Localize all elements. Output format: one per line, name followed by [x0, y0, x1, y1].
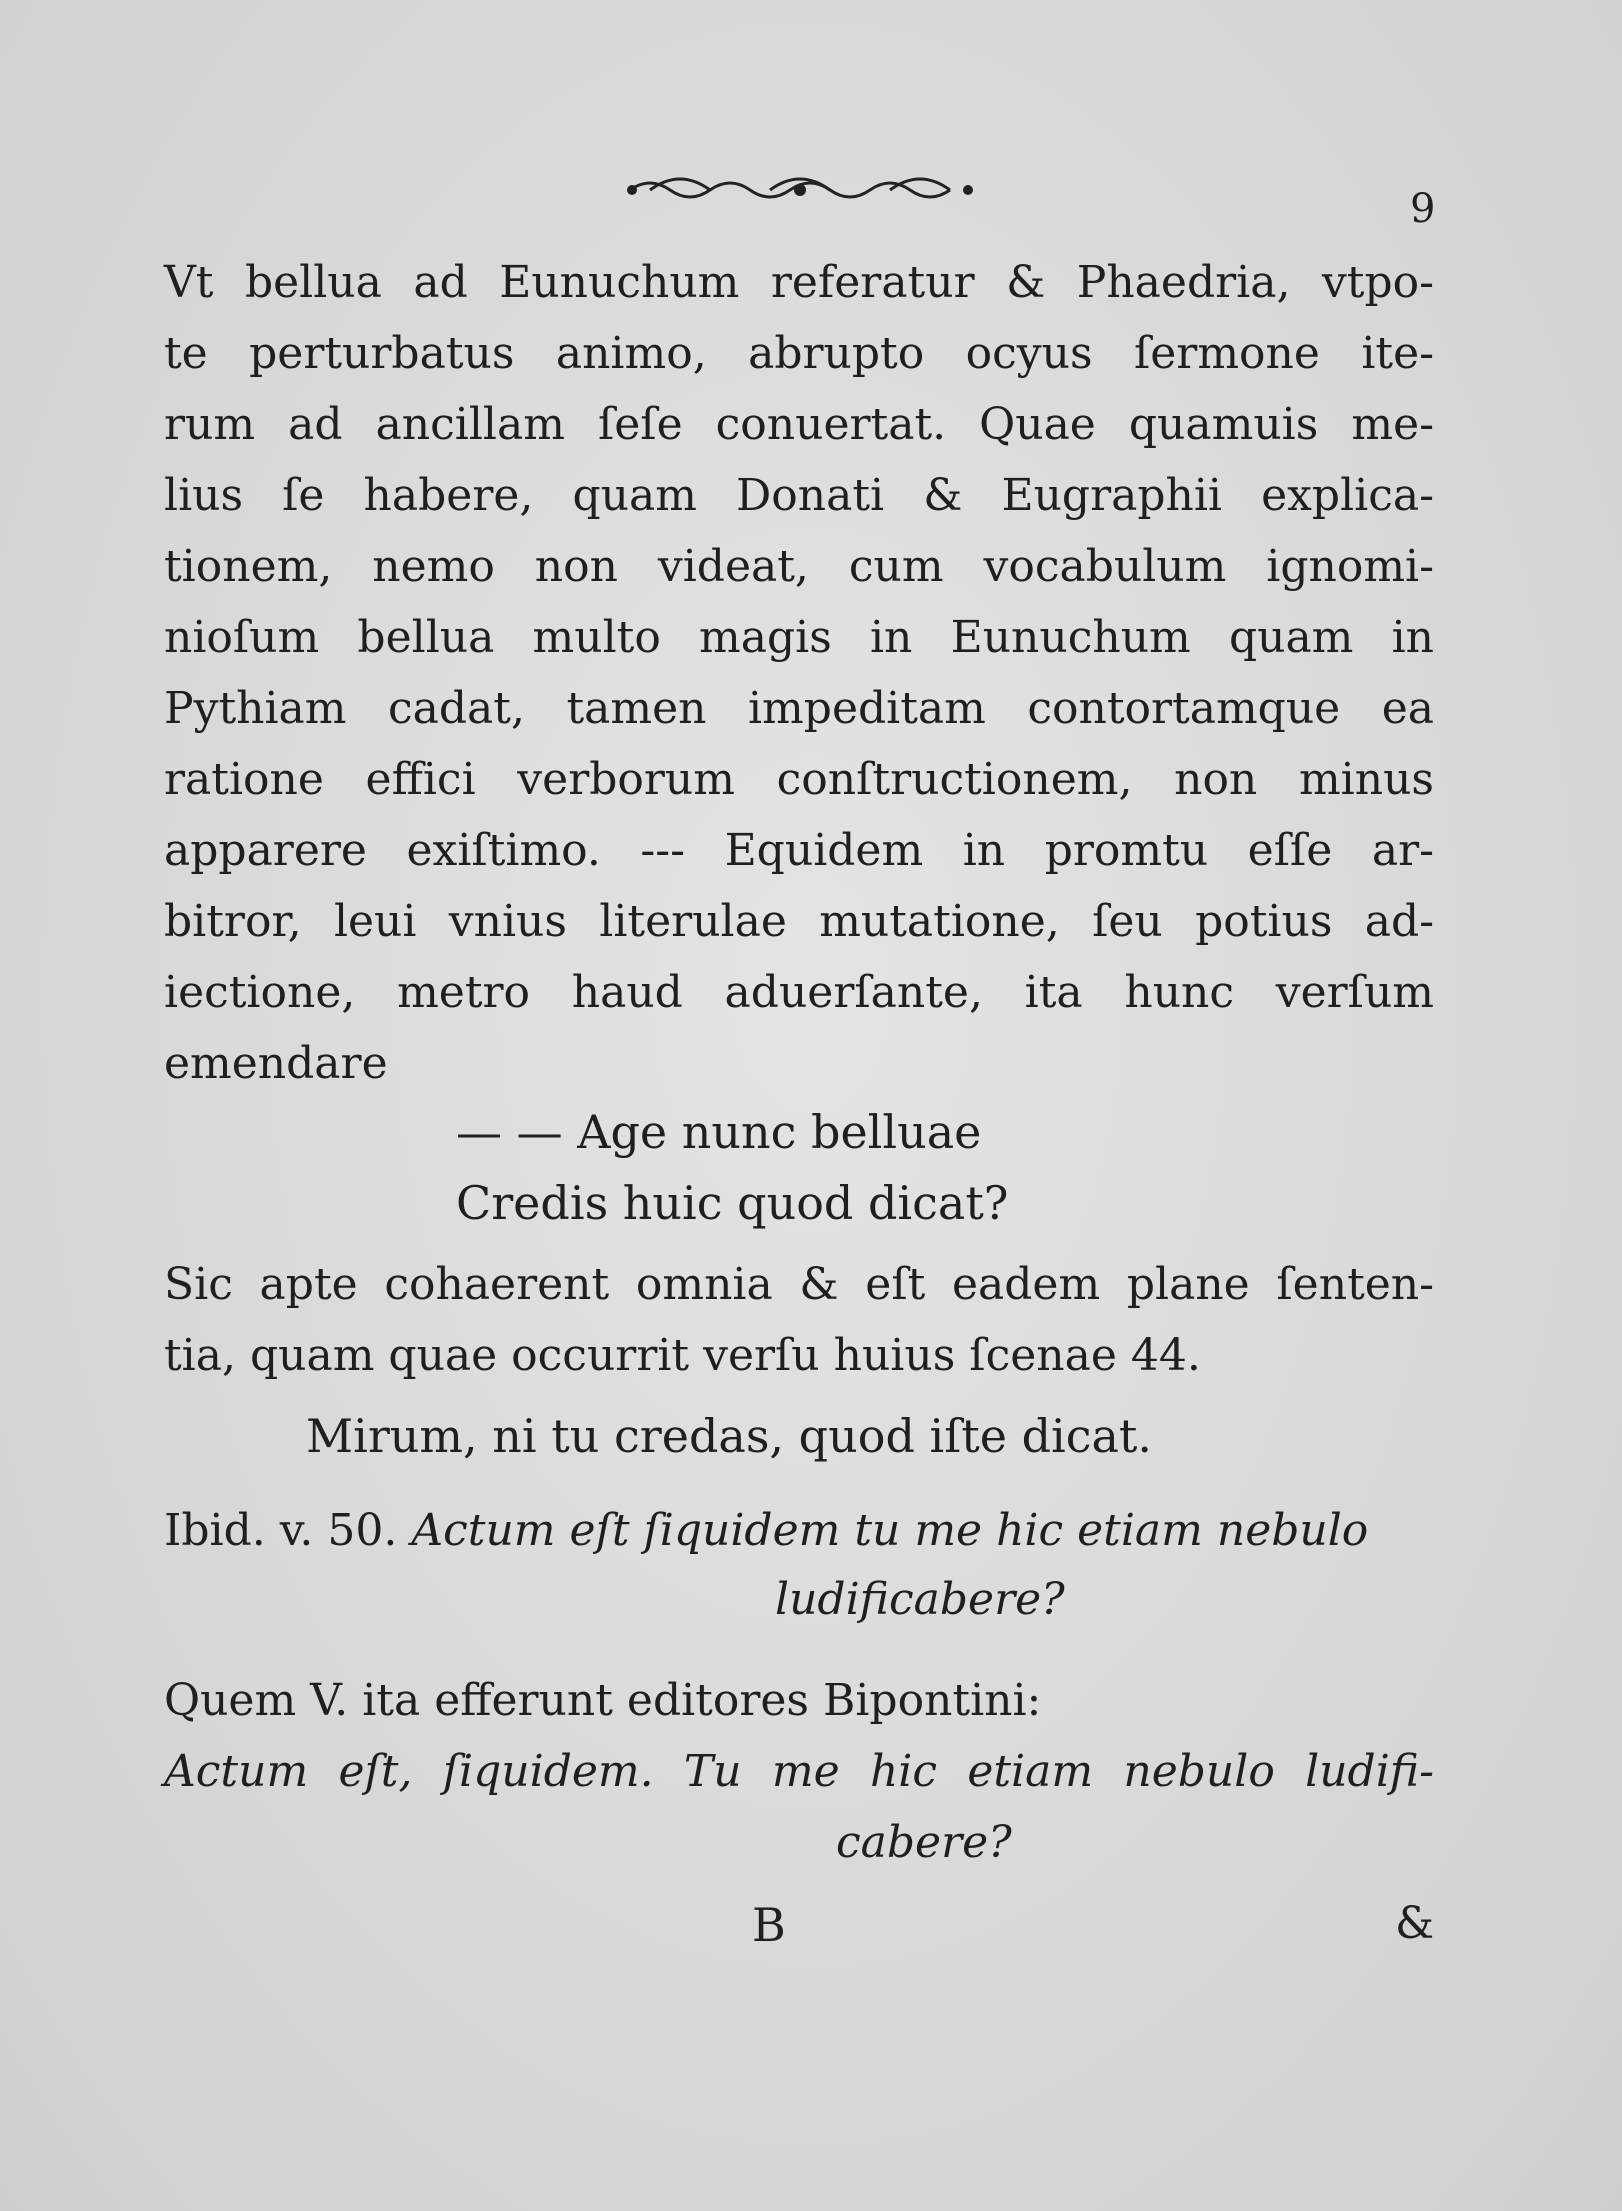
ibid-quote: Actum eſt ſiquidem tu me hic etiam nebulo: [411, 1505, 1369, 1556]
ornament-flourish-icon: [620, 170, 980, 210]
text-line: iectione, metro haud aduerſante, ita hunc verſum: [164, 967, 1434, 1018]
catchword: &: [1395, 1898, 1435, 1949]
text-line: tia, quam quae occurrit verſu huius ſcenae 44.: [164, 1330, 1201, 1381]
verse-line: Mirum, ni tu credas, quod iſte dicat.: [306, 1409, 1153, 1463]
text-line: bitror, leui vnius literulae mutatione, ſeu potius ad-: [164, 896, 1434, 947]
text-line: Sic apte cohaerent omnia & eſt eadem plane ſenten-: [164, 1259, 1434, 1310]
text-line: apparere exiſtimo. --- Equidem in promtu eſſe ar-: [164, 825, 1434, 876]
text-line: nioſum bellua multo magis in Eunuchum quam in: [164, 612, 1434, 663]
text-line: Pythiam cadat, tamen impeditam contortamque ea: [164, 683, 1434, 734]
text-line: lius ſe habere, quam Donati & Eugraphii explica-: [164, 470, 1434, 521]
ibid-quote-cont: ludificabere?: [775, 1574, 1065, 1625]
text-line: rum ad ancillam ſeſe conuertat. Quae quamuis me-: [164, 399, 1434, 450]
ibid-reference: Ibid. v. 50.: [164, 1505, 398, 1556]
text-line: Vt bellua ad Eunuchum referatur & Phaedria, vtpo-: [164, 257, 1434, 308]
text-line: te perturbatus animo, abrupto ocyus ſermone ite-: [164, 328, 1434, 379]
text-line: ratione effici verborum conſtructionem, non minus: [164, 754, 1434, 805]
verse-line: — — Age nunc belluae: [456, 1105, 982, 1159]
ibid-line: [164, 1503, 1368, 1559]
bipontini-quote-cont: cabere?: [836, 1817, 1012, 1868]
signature-mark: B: [752, 1898, 786, 1952]
text-line: tionem, nemo non videat, cum vocabulum ignomi-: [164, 541, 1434, 592]
text-line: Quem V. ita efferunt editores Bipontini:: [164, 1675, 1042, 1726]
bipontini-quote: Actum eſt, ſiquidem. Tu me hic etiam nebulo ludifi-: [164, 1746, 1434, 1797]
verse-line: Credis huic quod dicat?: [456, 1176, 1009, 1230]
page-number: 9: [1410, 186, 1436, 232]
text-line: emendare: [164, 1038, 388, 1089]
